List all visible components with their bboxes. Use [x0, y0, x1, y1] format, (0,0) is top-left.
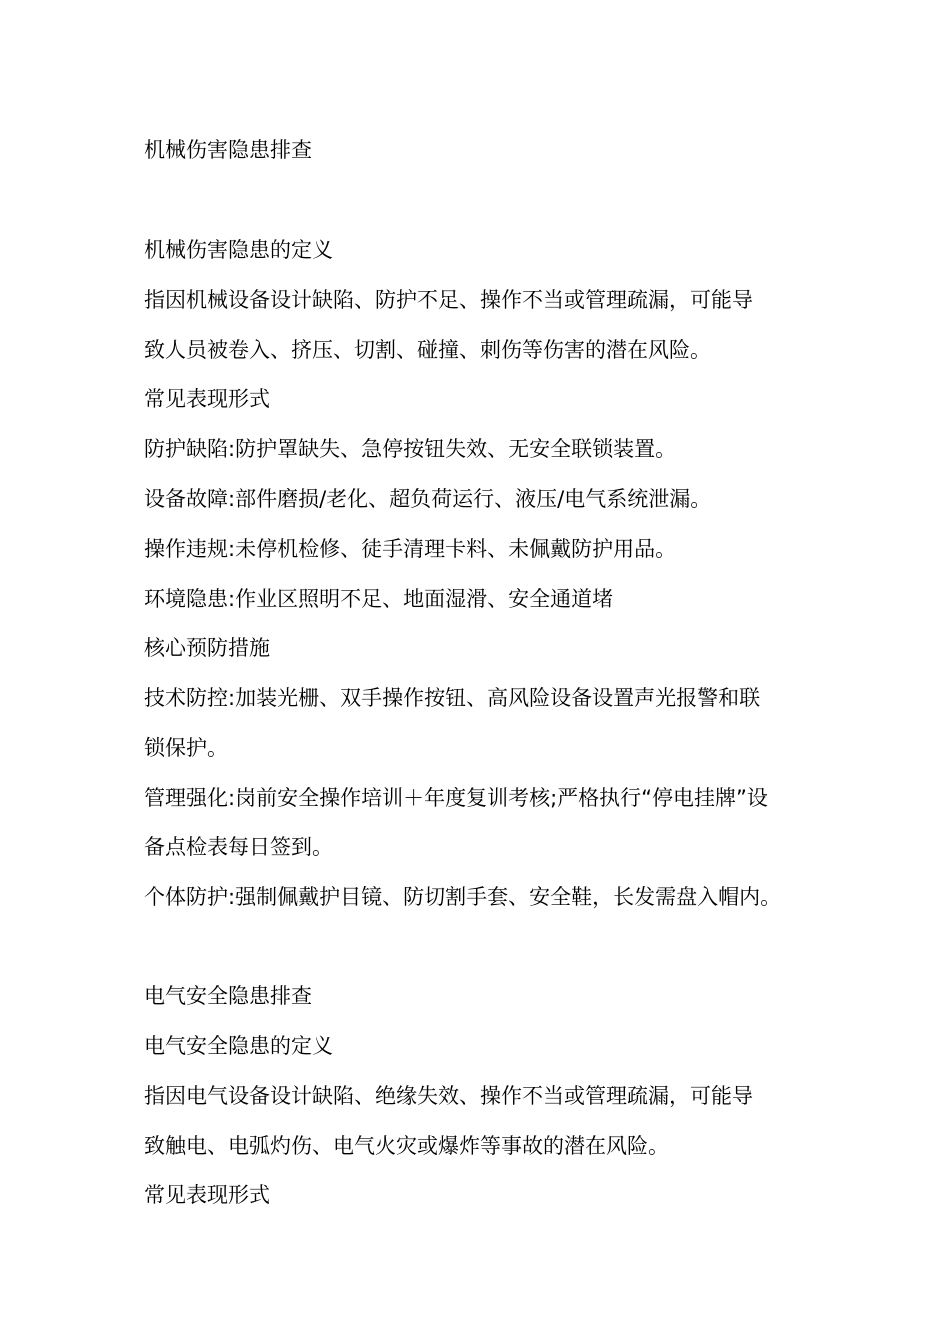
- section-title-electrical: 电气安全隐患排查: [144, 984, 312, 1008]
- section-title-mechanical: 机械伤害隐患排查: [144, 138, 312, 162]
- paragraph-line: 个体防护:强制佩戴护目镜、防切割手套、安全鞋，长发需盘入帽内。: [144, 885, 782, 909]
- paragraph-line: 指因机械设备设计缺陷、防护不足、操作不当或管理疏漏，可能导: [144, 288, 753, 312]
- subheading-mechanical-definition: 机械伤害隐患的定义: [144, 238, 333, 262]
- paragraph-line: 备点检表每日签到。: [144, 835, 333, 859]
- paragraph-line: 致人员被卷入、挤压、切割、碰撞、刺伤等伤害的潜在风险。: [144, 338, 711, 362]
- subheading-core-prevention: 核心预防措施: [144, 636, 270, 660]
- paragraph-line: 技术防控:加装光栅、双手操作按钮、高风险设备设置声光报警和联: [144, 686, 761, 710]
- paragraph-line: 锁保护。: [144, 736, 228, 760]
- paragraph-line: 管理强化:岗前安全操作培训＋年度复训考核;严格执行“停电挂牌”设: [144, 786, 768, 810]
- list-item-environment-hazard: 环境隐患:作业区照明不足、地面湿滑、安全通道堵: [144, 587, 614, 611]
- list-item-operation-violation: 操作违规:未停机检修、徒手清理卡料、未佩戴防护用品。: [144, 537, 677, 561]
- subheading-common-forms: 常见表现形式: [144, 387, 270, 411]
- list-item-protection-defect: 防护缺陷:防护罩缺失、急停按钮失效、无安全联锁装置。: [144, 437, 677, 461]
- list-item-equipment-fault: 设备故障:部件磨损/老化、超负荷运行、液压/电气系统泄漏。: [144, 487, 712, 511]
- subheading-electrical-definition: 电气安全隐患的定义: [144, 1034, 333, 1058]
- paragraph-line: 致触电、电弧灼伤、电气火灾或爆炸等事故的潜在风险。: [144, 1134, 669, 1158]
- subheading-common-forms: 常见表现形式: [144, 1183, 270, 1207]
- paragraph-line: 指因电气设备设计缺陷、绝缘失效、操作不当或管理疏漏，可能导: [144, 1084, 753, 1108]
